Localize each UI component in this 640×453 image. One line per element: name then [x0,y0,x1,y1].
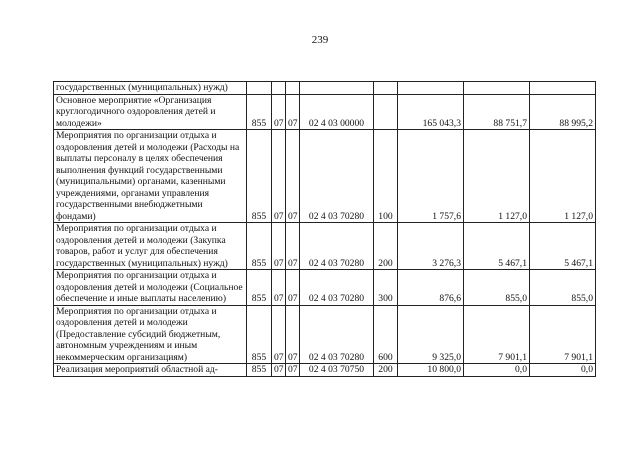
section-code [272,82,286,95]
amount-year-3: 7 901,1 [530,305,596,364]
section-code: 07 [272,130,286,223]
ministry-code: 855 [247,270,272,306]
row-name: Мероприятия по организации отдыха и оздоровления детей и молодежи (Социальное обеспечение и иные выплаты населению) [54,270,247,306]
ministry-code: 855 [247,94,272,130]
amount-year-2: 5 467,1 [464,223,530,270]
amount-year-2: 88 751,7 [464,94,530,130]
amount-year-2 [464,82,530,95]
section-code: 07 [272,223,286,270]
amount-year-1: 9 325,0 [398,305,464,364]
expense-type [374,82,398,95]
amount-year-2: 855,0 [464,270,530,306]
target-article: 02 4 03 70280 [300,130,374,223]
amount-year-1: 876,6 [398,270,464,306]
target-article: 02 4 03 70280 [300,305,374,364]
ministry-code [247,82,272,95]
table-row [54,82,596,95]
target-article [300,82,374,95]
target-article: 02 4 03 70280 [300,270,374,306]
subsection-code: 07 [286,270,300,306]
target-article: 02 4 03 70280 [300,223,374,270]
row-name: Мероприятия по организации отдыха и оздоровления детей и молодежи (Закупка товаров, работ и услуг для обеспечения государственных (муниципальных) нужд) [54,223,247,270]
subsection-code: 07 [286,94,300,130]
expense-type: 300 [374,270,398,306]
amount-year-1 [398,82,464,95]
amount-year-3: 5 467,1 [530,223,596,270]
row-name: Основное мероприятие «Организация круглогодичного оздоровления детей и молодежи» [54,94,247,130]
ministry-code: 855 [247,364,272,377]
expense-type: 600 [374,305,398,364]
subsection-code: 07 [286,223,300,270]
row-name: Мероприятия по организации отдыха и оздоровления детей и молодежи (Предоставление субсидий бюджетным, автономным учреждениям и иным некоммерческим организациям) [54,305,247,364]
amount-year-3 [530,82,596,95]
table-row [54,130,596,223]
subsection-code: 07 [286,364,300,377]
amount-year-1: 10 800,0 [398,364,464,377]
table-row [54,94,596,130]
expense-type: 200 [374,364,398,377]
amount-year-1: 3 276,3 [398,223,464,270]
table-row [54,364,596,377]
ministry-code: 855 [247,305,272,364]
ministry-code: 855 [247,223,272,270]
amount-year-2: 0,0 [464,364,530,377]
section-code: 07 [272,305,286,364]
ministry-code: 855 [247,130,272,223]
amount-year-2: 1 127,0 [464,130,530,223]
section-code: 07 [272,364,286,377]
amount-year-1: 165 043,3 [398,94,464,130]
section-code: 07 [272,270,286,306]
subsection-code: 07 [286,130,300,223]
table-row [54,305,596,364]
row-name: Мероприятия по организации отдыха и оздоровления детей и молодежи (Расходы на выплаты персоналу в целях обеспечения выполнения функций государственными (муниципальными) органами, казенными учреждениями, органами управления государственными внебюджетными фондами) [54,130,247,223]
target-article: 02 4 03 00000 [300,94,374,130]
section-code: 07 [272,94,286,130]
table-row [54,223,596,270]
amount-year-3: 88 995,2 [530,94,596,130]
table-row [54,270,596,306]
target-article: 02 4 03 70750 [300,364,374,377]
budget-table [53,81,596,377]
amount-year-3: 855,0 [530,270,596,306]
amount-year-3: 1 127,0 [530,130,596,223]
page-number: 239 [311,34,329,46]
row-name: государственных (муниципальных) нужд) [54,82,247,95]
amount-year-2: 7 901,1 [464,305,530,364]
amount-year-1: 1 757,6 [398,130,464,223]
subsection-code: 07 [286,305,300,364]
row-name: Реализация мероприятий областной ад- [54,364,247,377]
subsection-code [286,82,300,95]
expense-type [374,94,398,130]
expense-type: 200 [374,223,398,270]
expense-type: 100 [374,130,398,223]
amount-year-3: 0,0 [530,364,596,377]
